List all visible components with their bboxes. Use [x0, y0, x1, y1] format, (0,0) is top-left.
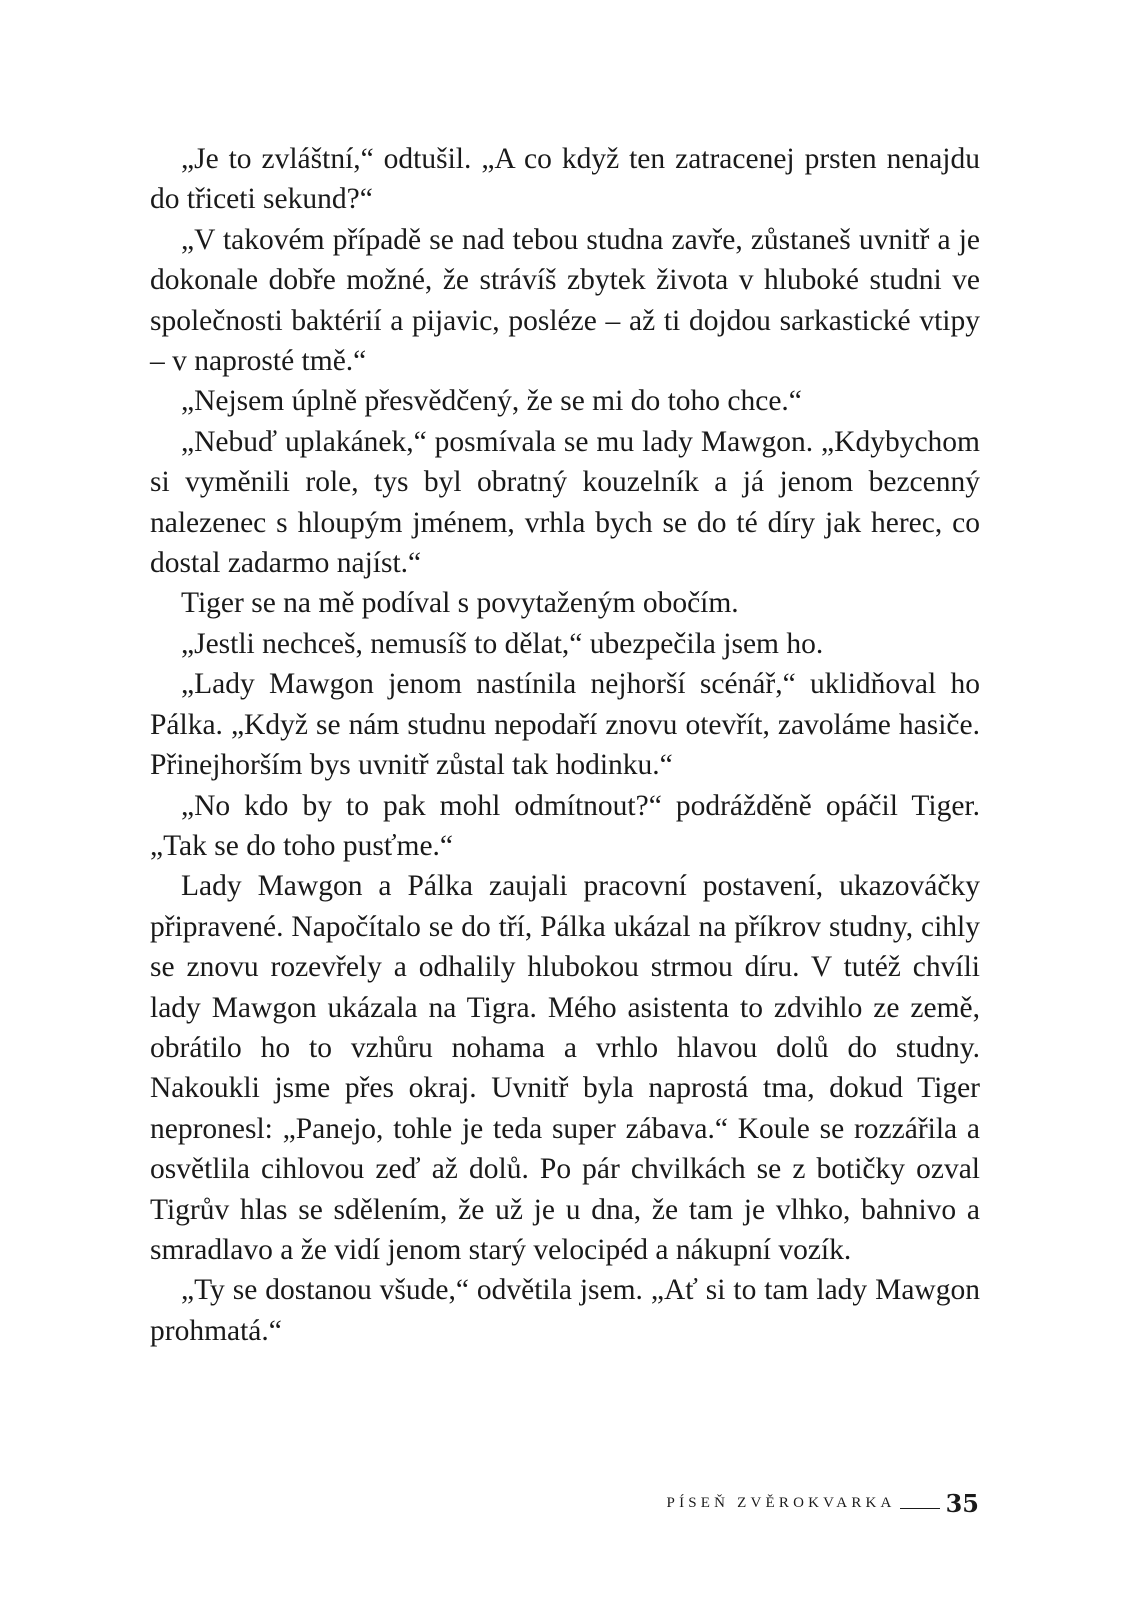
paragraph: „Je to zvláštní,“ odtušil. „A co když ten zatracenej prsten nenajdu do třiceti sekund?“	[150, 143, 980, 216]
paragraph: „Lady Mawgon jenom nastínila nejhorší scénář,“ uklidňoval ho Pálka. „Když se nám studnu nepodaří znovu otevřít, zavoláme hasiče. Přinejhorším bys uvnitř zůstal tak hodinku.“	[150, 668, 980, 782]
paragraph: Tiger se na mě podíval s povytaženým obočím.	[181, 587, 739, 620]
book-title: PÍSEŇ ZVĚROKVARKA	[666, 1495, 896, 1511]
paragraph: „No kdo by to pak mohl odmítnout?“ podrážděně opáčil Tiger. „Tak se do toho pusťme.“	[150, 789, 980, 862]
running-footer	[667, 1489, 979, 1518]
paragraph: Lady Mawgon a Pálka zaujali pracovní postavení, ukazováčky připravené. Napočítalo se do tří, Pálka ukázal na příkrov studny, cihly se znovu rozevřely a odhalily hlubokou strmou díru. V tutéž chvíli lady Mawgon ukázala na Tigra. Mého asistenta to zdvihlo ze země, obrátilo ho to vzhůru nohama a vrhlo hlavou dolů do studny. Nakoukli jsme přes okraj. Uvnitř byla naprostá tma, dokud Tiger nepronesl: „Panejo, tohle je teda super zábava.“ Koule se rozzářila a osvětlila cihlovou zeď až dolů. Po pár chvilkách se z botičky ozval Tigrův hlas se sdělením, že už je u dna, že tam je vlhko, bahnivo a smradlavo a že vidí jenom starý velocipéd a nákupní vozík.	[150, 870, 980, 1266]
paragraph: „Nejsem úplně přesvědčený, že se mi do toho chce.“	[181, 385, 802, 418]
paragraph: „Nebuď uplakánek,“ posmívala se mu lady Mawgon. „Kdybychom si vyměnili role, tys byl obratný kouzelník a já jenom bezcenný nalezenec s hloupým jménem, vrhla bych se do té díry jak herec, co dostal zadarmo najíst.“	[150, 425, 980, 580]
body-text	[150, 139, 980, 1351]
paragraph: „Jestli nechceš, nemusíš to dělat,“ ubezpečila jsem ho.	[181, 627, 824, 660]
paragraph: „Ty se dostanou všude,“ odvětila jsem. „Ať si to tam lady Mawgon prohmatá.“	[150, 1274, 980, 1347]
page-number: 35	[945, 1489, 979, 1518]
footer-rule	[900, 1508, 940, 1509]
paragraph: „V takovém případě se nad tebou studna zavře, zůstaneš uvnitř a je dokonale dobře možné, že strávíš zbytek života v hluboké studni ve společnosti baktérií a pijavic, posléze – až ti dojdou sarkastické vtipy – v naprosté tmě.“	[150, 223, 980, 378]
